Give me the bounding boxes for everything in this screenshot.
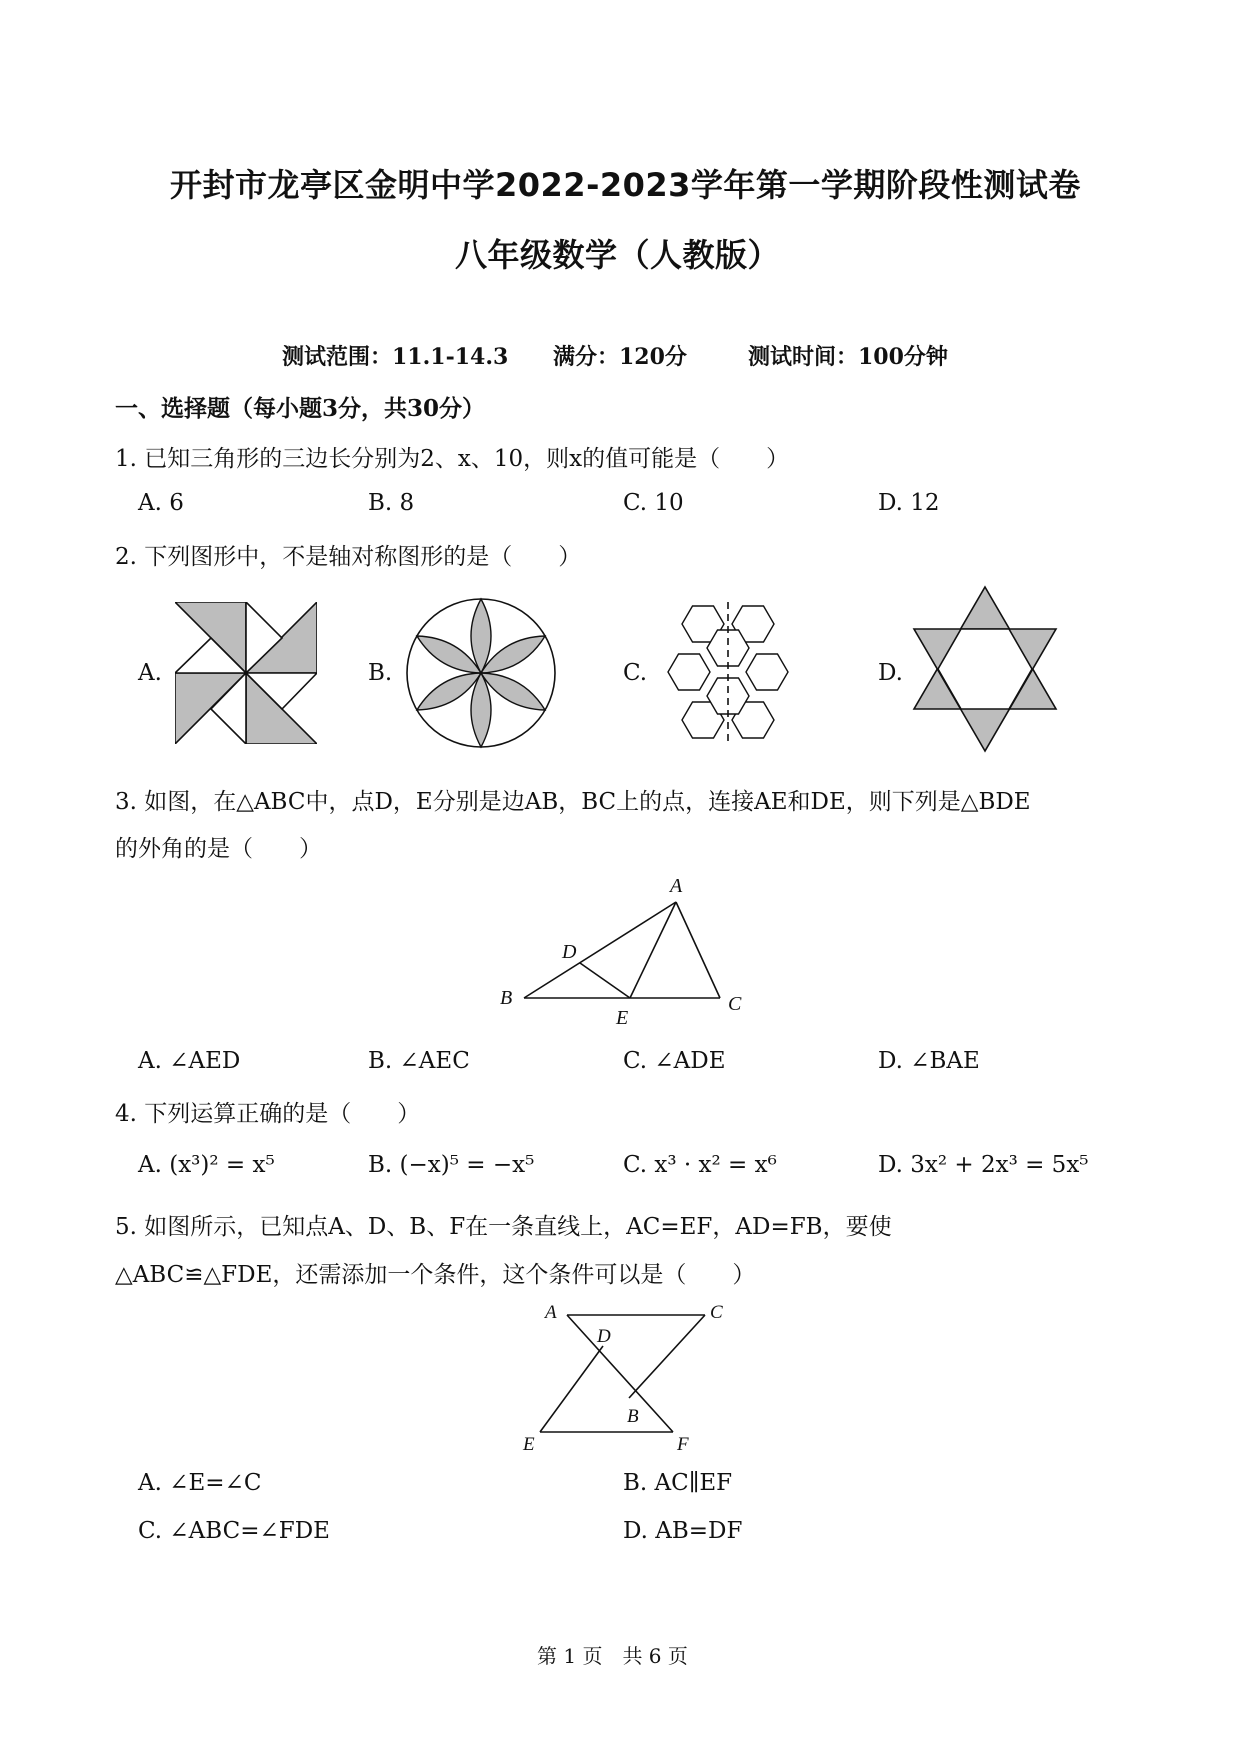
page-title: 开封市龙亭区金明中学2022-2023学年第一学期阶段性测试卷 xyxy=(170,166,1081,204)
question-1-text: 1. 已知三角形的三边长分别为2、x、10，则x的值可能是（ ） xyxy=(115,446,790,472)
segment-ac xyxy=(676,902,720,998)
page-number: 第 1 页 共 6 页 xyxy=(537,1644,688,1668)
full-score: 满分：120分 xyxy=(553,344,687,370)
question-3-text-line2: 的外角的是（ ） xyxy=(115,836,322,862)
test-scope: 测试范围：11.1-14.3 xyxy=(282,344,509,370)
label-e: E xyxy=(523,1434,535,1455)
q2-option-c: C. xyxy=(623,660,648,686)
question-3-text-line1: 3. 如图，在△ABC中，点D，E分别是边AB，BC上的点，连接AE和DE，则下列是△BDE xyxy=(115,789,1031,815)
segment-cb xyxy=(629,1315,705,1398)
page-subtitle: 八年级数学（人教版） xyxy=(455,236,781,274)
label-a: A xyxy=(670,875,683,897)
label-f: F xyxy=(677,1434,689,1455)
label-d: D xyxy=(597,1326,611,1347)
pinwheel-figure xyxy=(175,602,317,744)
q5-option-a: A. ∠E=∠C xyxy=(138,1470,262,1496)
q1-option-b: B. 8 xyxy=(368,490,415,516)
hexagram-figure xyxy=(912,585,1058,753)
q3-option-c: C. ∠ADE xyxy=(623,1048,726,1074)
label-c: C xyxy=(728,993,742,1015)
label-b: B xyxy=(627,1406,639,1427)
triangle-abc-figure xyxy=(490,870,755,1030)
q2-option-d: D. xyxy=(878,660,903,686)
label-d: D xyxy=(562,941,577,963)
q4-option-d: D. 3x² + 2x³ = 5x⁵ xyxy=(878,1152,1089,1178)
label-a: A xyxy=(545,1302,557,1323)
q2-option-a: A. xyxy=(138,660,162,686)
test-duration: 测试时间：100分钟 xyxy=(748,344,948,370)
q4-option-a: A. (x³)² = x⁵ xyxy=(138,1152,275,1178)
q2-option-b: B. xyxy=(368,660,393,686)
q3-option-d: D. ∠BAE xyxy=(878,1048,980,1074)
q4-option-c: C. x³ · x² = x⁶ xyxy=(623,1152,777,1178)
q5-option-d: D. AB=DF xyxy=(623,1518,743,1544)
question-2-text: 2. 下列图形中，不是轴对称图形的是（ ） xyxy=(115,544,582,570)
congruent-triangles-figure xyxy=(515,1298,740,1458)
q5-option-c: C. ∠ABC=∠FDE xyxy=(138,1518,330,1544)
section-heading-choice: 一、选择题（每小题3分，共30分） xyxy=(115,395,486,422)
question-5-text-line1: 5. 如图所示，已知点A、D、B、F在一条直线上，AC=EF，AD=FB，要使 xyxy=(115,1214,892,1240)
q1-option-d: D. 12 xyxy=(878,490,940,516)
segment-de xyxy=(580,963,630,998)
segment-ed xyxy=(540,1346,603,1432)
q4-option-b: B. (−x)⁵ = −x⁵ xyxy=(368,1152,535,1178)
label-c: C xyxy=(710,1302,723,1323)
q1-option-c: C. 10 xyxy=(623,490,684,516)
label-e: E xyxy=(616,1007,629,1029)
hexagon-cluster-figure xyxy=(655,600,815,745)
q3-option-b: B. ∠AEC xyxy=(368,1048,470,1074)
q5-option-b: B. AC∥EF xyxy=(623,1470,733,1496)
q1-option-a: A. 6 xyxy=(138,490,184,516)
q3-option-a: A. ∠AED xyxy=(138,1048,241,1074)
question-5-text-line2: △ABC≌△FDE，还需添加一个条件，这个条件可以是（ ） xyxy=(115,1262,756,1288)
flower-circle-figure xyxy=(405,597,557,749)
question-4-text: 4. 下列运算正确的是（ ） xyxy=(115,1101,421,1127)
label-b: B xyxy=(500,987,513,1009)
